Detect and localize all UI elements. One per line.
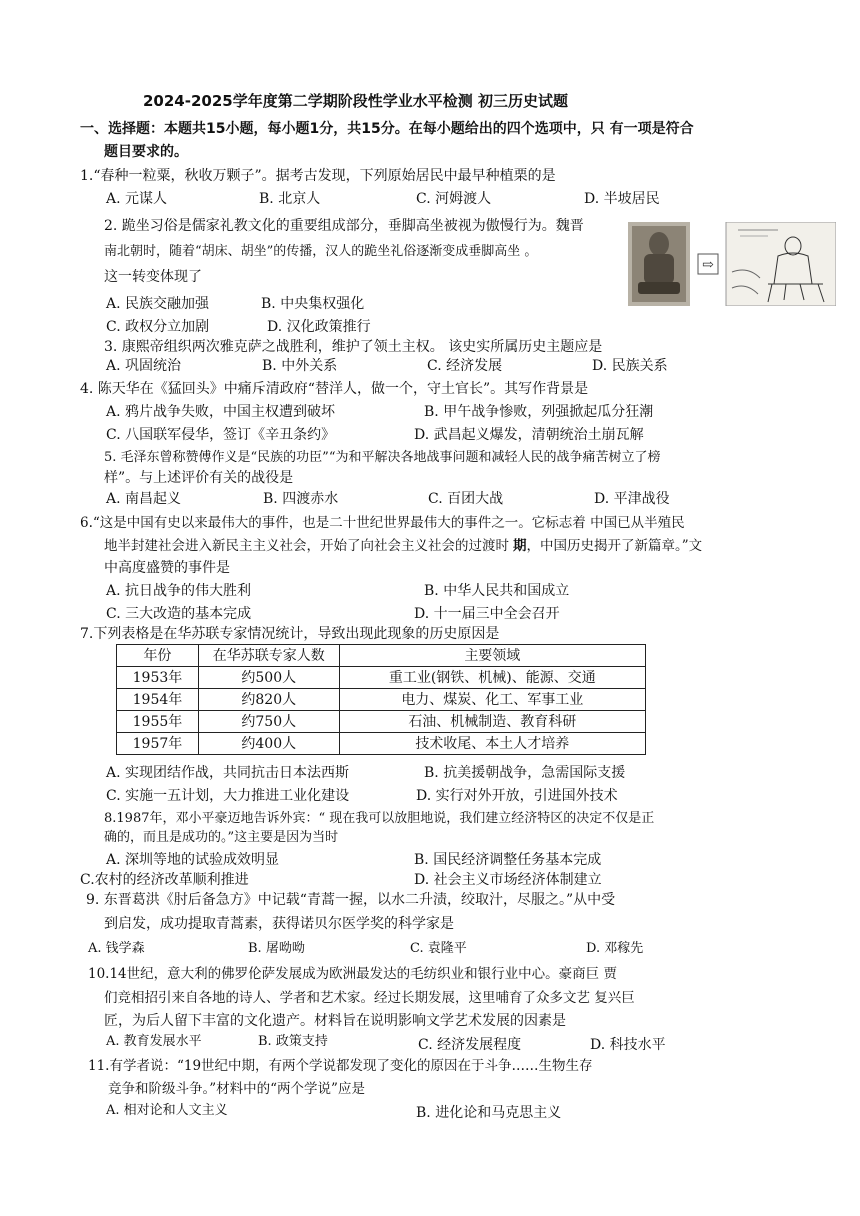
q3-option-a: A. 巩固统治 — [106, 358, 182, 374]
table-row — [117, 733, 646, 755]
table-cell-field: 石油、机械制造、教育科研 — [339, 711, 645, 733]
q10-stem-line3: 匠，为后人留下丰富的文化遗产。材料旨在说明影响文学艺术发展的因素是 — [104, 1013, 566, 1029]
q6-option-d: D. 十一届三中全会召开 — [414, 606, 560, 622]
q6-option-b: B. 中华人民共和国成立 — [424, 583, 570, 599]
q8-option-a: A. 深圳等地的试验成效明显 — [106, 852, 280, 868]
q9-option-b: B. 屠呦呦 — [248, 941, 305, 956]
table-cell-year: 1957年 — [117, 733, 199, 755]
q10-stem-line1: 10.14世纪，意大利的佛罗伦萨发展成为欧洲最发达的毛纺织业和银行业中心。豪商巨 贾 — [88, 966, 617, 982]
q5-option-c: C. 百团大战 — [428, 491, 504, 507]
q9-option-a: A. 钱学森 — [88, 941, 145, 956]
table-header-field: 主要领域 — [339, 645, 645, 667]
q2-option-a: A. 民族交融加强 — [106, 296, 210, 312]
table-cell-year: 1954年 — [117, 689, 199, 711]
table-header-row — [117, 645, 646, 667]
q4-option-b: B. 甲午战争惨败，列强掀起瓜分狂潮 — [424, 404, 654, 420]
q1-stem: 1.“春种一粒粟，秋收万颗子”。据考古发现，下列原始居民中最早种植栗的是 — [80, 168, 556, 184]
section-heading-cont: 题目要求的。 — [104, 144, 188, 160]
q8-option-c: C.农村的经济改革顺利推进 — [80, 872, 249, 888]
q6-option-c: C. 三大改造的基本完成 — [106, 606, 252, 622]
table-cell-field: 电力、煤炭、化工、军事工业 — [339, 689, 645, 711]
q8-option-b: B. 国民经济调整任务基本完成 — [414, 852, 602, 868]
q2-stem-line1: 2. 跪坐习俗是儒家礼教文化的重要组成部分，垂脚高坐被视为傲慢行为。魏晋 — [104, 218, 584, 234]
q6-stem-line1: 6.“这是中国有史以来最伟大的事件，也是二十世纪世界最伟大的事件之一。它标志着 中国已从半殖民 — [80, 515, 685, 531]
q6-stem-line2 — [104, 537, 702, 555]
q7-option-c: C. 实施一五计划，大力推进工业化建设 — [106, 788, 350, 804]
section-heading: 一、选择题：本题共15小题，每小题1分，共15分。在每小题给出的四个选项中，只 有一项是符合 — [80, 121, 694, 137]
q9-option-d: D. 邓稼先 — [586, 941, 644, 956]
q8-stem-line1: 8.1987年，邓小平豪迈地告诉外宾：“ 现在我可以放胆地说，我们建立经济特区的决定不仅是正 — [104, 811, 655, 826]
q3-stem: 3. 康熙帝组织两次雅克萨之战胜利，维护了领土主权。 该史实所属历史主题应是 — [104, 339, 603, 355]
exam-title: 2024-2025学年度第二学期阶段性学业水平检测 初三历史试题 — [143, 92, 568, 110]
kneeling-vs-chair-sitting-illustration — [628, 222, 836, 306]
q1-option-b: B. 北京人 — [259, 191, 321, 207]
q11-option-a: A. 相对论和人文主义 — [106, 1103, 228, 1118]
q8-stem-line2: 确的，而且是成功的。”这主要是因为当时 — [104, 830, 339, 845]
arrow-icon: ⇨ — [702, 257, 714, 273]
q1-option-c: C. 河姆渡人 — [416, 191, 492, 207]
table-cell-count: 约500人 — [198, 667, 339, 689]
table-header-year: 年份 — [117, 645, 199, 667]
table-row — [117, 711, 646, 733]
q11-stem-line2: 竞争和阶级斗争。”材料中的“两个学说”应是 — [108, 1081, 365, 1097]
q10-option-d: D. 科技水平 — [590, 1037, 666, 1053]
q2-stem-line3: 这一转变体现了 — [104, 269, 202, 285]
q2-option-d: D. 汉化政策推行 — [267, 319, 371, 335]
q11-stem-line1: 11.有学者说：“19世纪中期，有两个学说都发现了变化的原因在于斗争……生物生存 — [88, 1058, 593, 1074]
q4-option-a: A. 鸦片战争失败，中国主权遭到破坏 — [106, 404, 336, 420]
table-row — [117, 689, 646, 711]
q5-stem-line2: 样”。与上述评价有关的战役是 — [104, 470, 294, 486]
q9-option-c: C. 袁隆平 — [410, 941, 467, 956]
q2-illustration-icon — [628, 222, 836, 306]
q3-option-d: D. 民族关系 — [592, 358, 668, 374]
q5-option-b: B. 四渡赤水 — [263, 491, 339, 507]
q1-option-d: D. 半坡居民 — [584, 191, 660, 207]
q7-option-d: D. 实行对外开放，引进国外技术 — [416, 788, 618, 804]
table-cell-count: 约400人 — [198, 733, 339, 755]
q6-stem-line3: 中高度盛赞的事件是 — [104, 560, 230, 576]
table-header-count: 在华苏联专家人数 — [198, 645, 339, 667]
q3-option-c: C. 经济发展 — [427, 358, 503, 374]
q5-stem-line1: 5. 毛泽东曾称赞傅作义是“民族的功臣”“为和平解决各地战事问题和减轻人民的战争痛苦树立了榜 — [104, 450, 661, 465]
table-cell-field: 重工业(钢铁、机械)、能源、交通 — [339, 667, 645, 689]
q10-option-b: B. 政策支持 — [258, 1034, 328, 1049]
q10-option-a: A. 教育发展水平 — [106, 1034, 202, 1049]
q9-stem-line2: 到启发，成功提取青蒿素，获得诺贝尔医学奖的科学家是 — [104, 916, 454, 932]
soviet-experts-table — [116, 644, 646, 755]
table-cell-count: 约750人 — [198, 711, 339, 733]
q9-stem-line1: 9. 东晋葛洪《肘后备急方》中记载“青蒿一握，以水二升渍，绞取汁，尽服之。”从中受 — [86, 892, 616, 908]
q2-option-c: C. 政权分立加剧 — [106, 319, 210, 335]
q4-option-d: D. 武昌起义爆发，清朝统治土崩瓦解 — [414, 427, 644, 443]
q8-option-d: D. 社会主义市场经济体制建立 — [414, 872, 602, 888]
table-cell-year: 1955年 — [117, 711, 199, 733]
q4-stem: 4. 陈天华在《猛回头》中痛斥清政府“替洋人，做一个，守土官长”。其写作背景是 — [80, 381, 589, 397]
q7-stem: 7.下列表格是在华苏联专家情况统计，导致出现此现象的历史原因是 — [80, 626, 500, 642]
q5-option-d: D. 平津战役 — [594, 491, 670, 507]
q2-option-b: B. 中央集权强化 — [261, 296, 365, 312]
q2-stem-line2: 南北朝时，随着“胡床、胡坐”的传播，汉人的跪坐礼俗逐渐变成垂脚高坐 。 — [104, 244, 538, 259]
q3-option-b: B. 中外关系 — [262, 358, 338, 374]
q5-option-a: A. 南昌起义 — [106, 491, 182, 507]
q1-option-a: A. 元谋人 — [106, 191, 168, 207]
q11-option-b: B. 进化论和马克思主义 — [416, 1105, 562, 1121]
table-cell-field: 技术收尾、本土人才培养 — [339, 733, 645, 755]
table-cell-year: 1953年 — [117, 667, 199, 689]
q10-stem-line2: 们竞相招引来自各地的诗人、学者和艺术家。经过长期发展，这里哺育了众多文艺 复兴巨 — [104, 990, 635, 1006]
q4-option-c: C. 八国联军侵华，签订《辛丑条约》 — [106, 427, 336, 443]
q6-stem-emphasis: 期 — [513, 538, 527, 554]
q7-option-b: B. 抗美援朝战争，急需国际支援 — [424, 765, 626, 781]
q7-option-a: A. 实现团结作战，共同抗击日本法西斯 — [106, 765, 350, 781]
table-cell-count: 约820人 — [198, 689, 339, 711]
table-row — [117, 667, 646, 689]
q6-stem-line2-end: ，中国历史揭开了新篇章。”文 — [526, 538, 703, 554]
q6-option-a: A. 抗日战争的伟大胜利 — [106, 583, 252, 599]
q10-option-c: C. 经济发展程度 — [418, 1037, 522, 1053]
q6-stem-line2-text: 地半封建社会进入新民主主义社会，开始了向社会主义社会的过渡时 — [104, 538, 509, 554]
